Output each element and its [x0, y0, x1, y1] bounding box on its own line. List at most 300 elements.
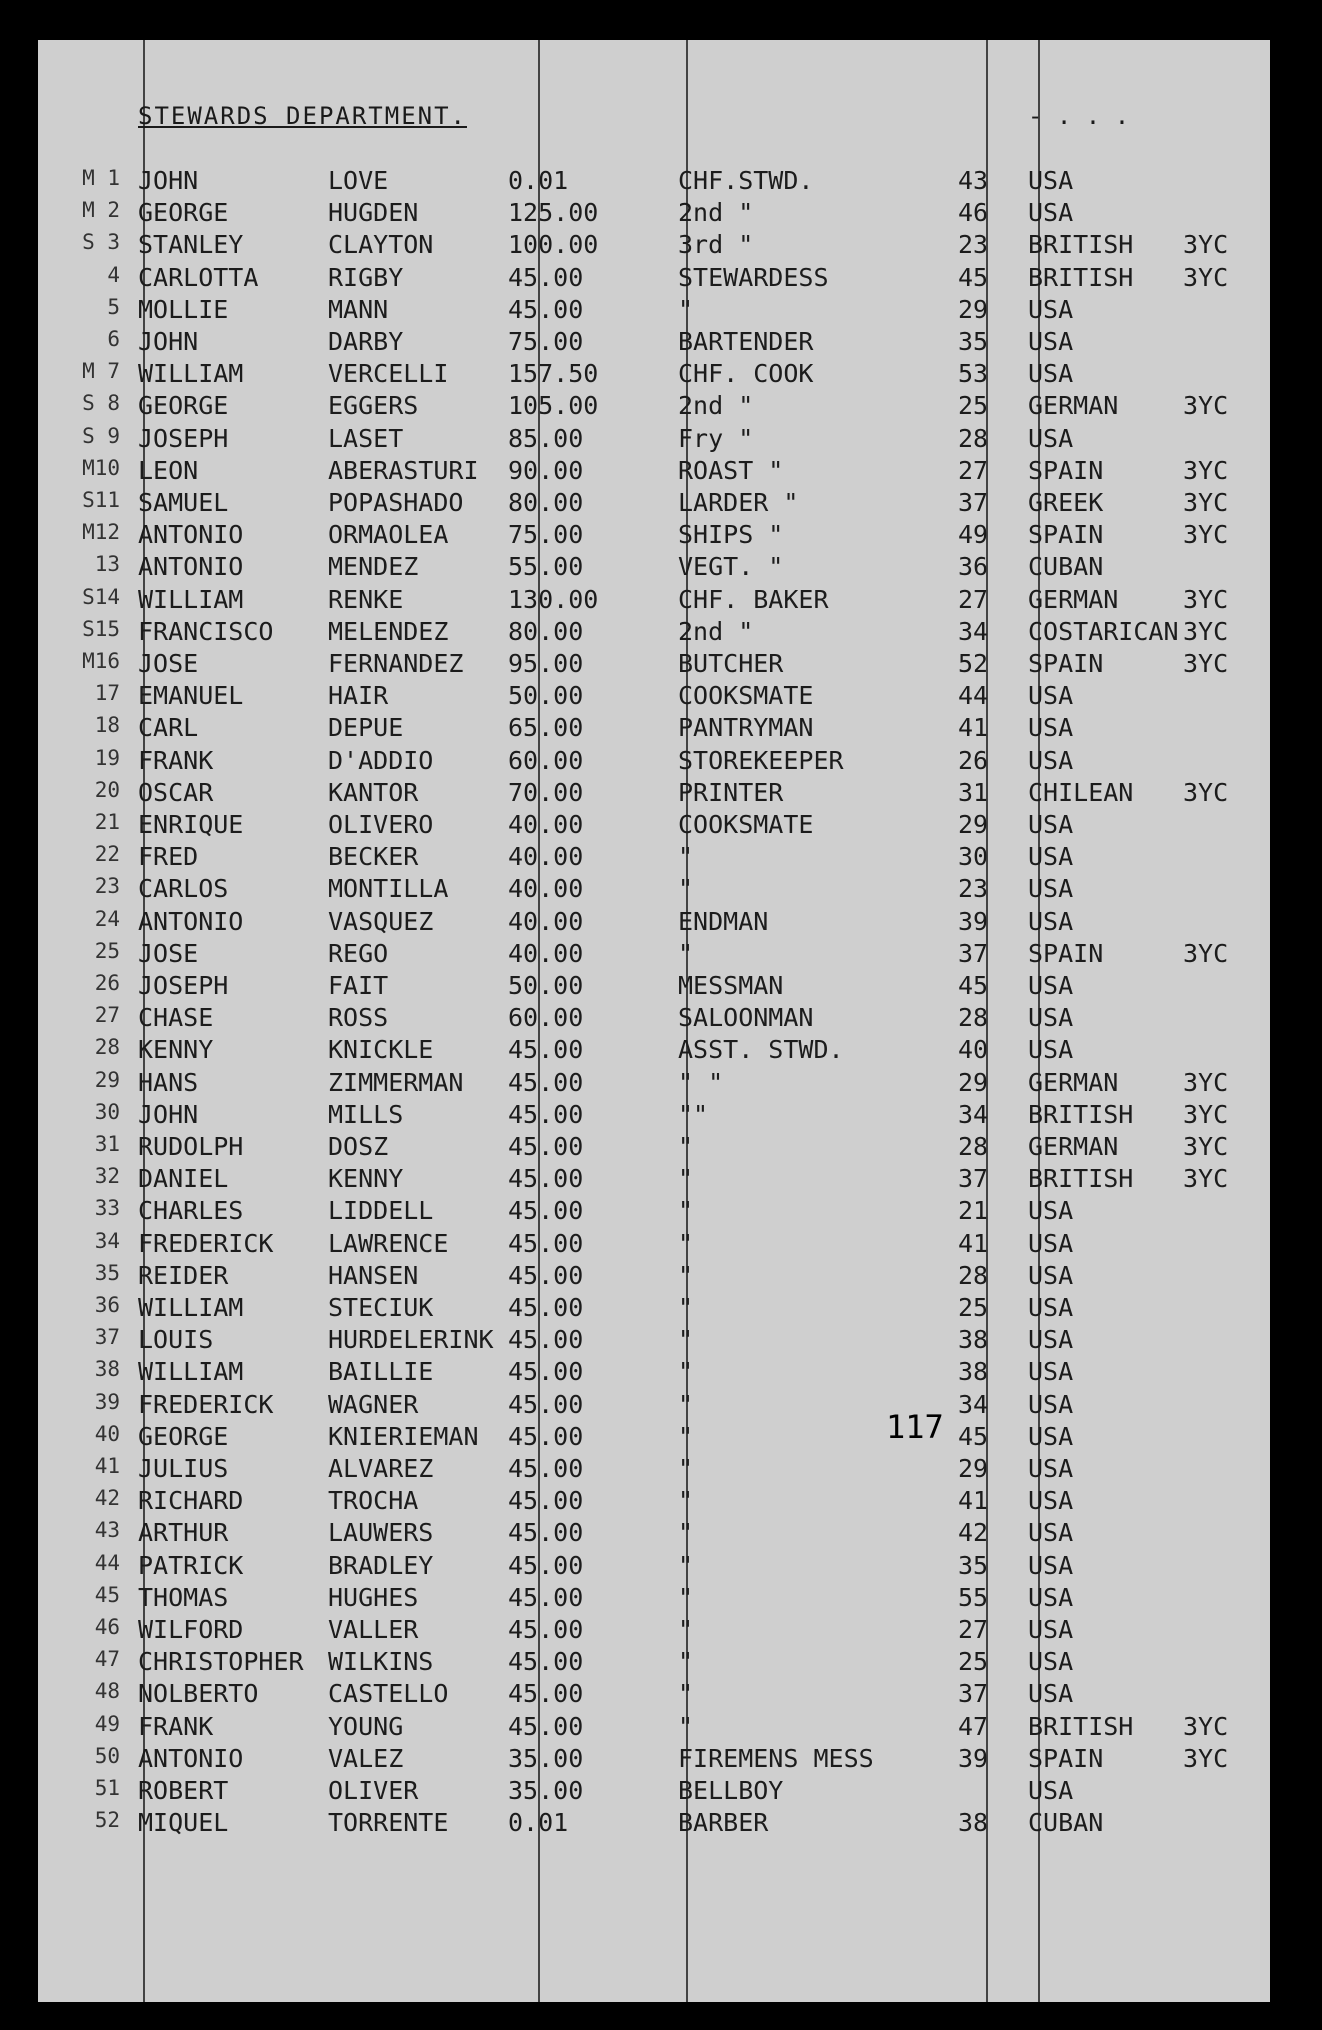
- last-name: D'ADDIO: [328, 745, 434, 775]
- document-page: [38, 40, 1270, 2002]
- wage: 40.00: [508, 810, 584, 839]
- last-name: MANN: [328, 294, 389, 324]
- first-name: EMANUEL: [138, 681, 244, 711]
- nationality: USA: [1028, 294, 1074, 324]
- wage: 105.00: [508, 391, 599, 421]
- first-name: KENNY: [138, 1035, 214, 1065]
- rating: "": [678, 1099, 709, 1129]
- age: 37: [958, 1679, 989, 1709]
- crew-number: 34: [94, 1228, 120, 1253]
- crew-row: [38, 713, 1270, 744]
- rating: 2nd ": [678, 198, 754, 228]
- age: 46: [958, 198, 989, 228]
- wage: 45.00: [508, 1067, 584, 1097]
- rating: ROAST ": [678, 455, 784, 485]
- crew-row: [38, 810, 1270, 841]
- last-name: WAGNER: [328, 1389, 419, 1419]
- last-name: ZIMMERMAN: [328, 1067, 464, 1097]
- rating: COOKSMATE: [678, 810, 814, 839]
- wage: 45.00: [508, 1293, 584, 1322]
- nationality: BRITISH: [1028, 1164, 1134, 1194]
- first-name: FRED: [138, 842, 199, 872]
- last-name: DARBY: [328, 327, 404, 356]
- last-name: ROSS: [328, 1003, 389, 1033]
- first-name: ARTHUR: [138, 1518, 229, 1548]
- wage: 45.00: [508, 262, 584, 292]
- crew-number: 23: [94, 874, 120, 899]
- nationality: USA: [1028, 874, 1074, 904]
- first-name: JOSEPH: [138, 423, 229, 453]
- rating: ": [678, 1679, 694, 1709]
- crew-row: [38, 520, 1270, 551]
- rating: BELLBOY: [678, 1776, 784, 1805]
- rating: ": [678, 1293, 694, 1322]
- last-name: LIDDELL: [328, 1196, 434, 1226]
- nationality: USA: [1028, 1454, 1074, 1483]
- age: 37: [958, 938, 989, 968]
- crew-number: 24: [94, 906, 120, 931]
- rating: BARBER: [678, 1808, 769, 1838]
- age: 28: [958, 1003, 989, 1033]
- crew-row: [38, 1551, 1270, 1582]
- age: 30: [958, 842, 989, 872]
- first-name: STANLEY: [138, 230, 244, 260]
- rating: ": [678, 842, 694, 872]
- crew-row: [38, 907, 1270, 938]
- first-name: HANS: [138, 1067, 199, 1097]
- nationality: USA: [1028, 1003, 1074, 1033]
- age: 29: [958, 810, 989, 839]
- wage: 45.00: [508, 1099, 584, 1129]
- nationality: USA: [1028, 681, 1074, 711]
- wage: 45.00: [508, 1711, 584, 1741]
- rating: SALOONMAN: [678, 1003, 814, 1033]
- nationality: CUBAN: [1028, 552, 1104, 582]
- age: 21: [958, 1196, 989, 1226]
- age: 29: [958, 294, 989, 324]
- status-code: 3YC: [1183, 584, 1229, 614]
- first-name: JOSEPH: [138, 971, 229, 1000]
- status-code: 3YC: [1183, 1164, 1229, 1194]
- wage: 85.00: [508, 423, 584, 453]
- last-name: LOVE: [328, 166, 389, 195]
- age: 39: [958, 1743, 989, 1773]
- crew-row: [38, 424, 1270, 455]
- last-name: MELENDEZ: [328, 616, 449, 646]
- rating: STOREKEEPER: [678, 745, 844, 775]
- crew-row: [38, 552, 1270, 583]
- crew-number: 21: [94, 810, 120, 834]
- nationality: USA: [1028, 1035, 1074, 1065]
- rating: PRINTER: [678, 777, 784, 807]
- crew-number: 20: [94, 777, 120, 802]
- crew-row: [38, 1615, 1270, 1646]
- last-name: FAIT: [328, 971, 389, 1000]
- nationality: COSTARICAN: [1028, 616, 1179, 646]
- age: 23: [958, 874, 989, 904]
- wage: 45.00: [508, 1679, 584, 1709]
- age: 40: [958, 1035, 989, 1065]
- wage: 80.00: [508, 488, 584, 517]
- rating: ENDMAN: [678, 906, 769, 936]
- rating: ": [678, 1582, 694, 1612]
- rating: ": [678, 1325, 694, 1355]
- age: 34: [958, 616, 989, 646]
- crew-number: M 2: [82, 198, 120, 223]
- crew-row: [38, 681, 1270, 712]
- first-name: WILLIAM: [138, 359, 244, 389]
- rating: PANTRYMAN: [678, 713, 814, 743]
- first-name: CHASE: [138, 1003, 214, 1033]
- wage: 157.50: [508, 359, 599, 389]
- rating: STEWARDESS: [678, 262, 829, 292]
- crew-number: S 9: [82, 423, 120, 448]
- crew-row: [38, 295, 1270, 326]
- crew-row: [38, 456, 1270, 487]
- wage: 45.00: [508, 1132, 584, 1161]
- crew-number: S15: [82, 616, 120, 641]
- crew-row: [38, 1035, 1270, 1066]
- age: 38: [958, 1325, 989, 1355]
- crew-row: [38, 842, 1270, 873]
- nationality: USA: [1028, 1679, 1074, 1709]
- crew-number: 52: [94, 1808, 120, 1833]
- wage: 45.00: [508, 1164, 584, 1194]
- wage: 0.01: [508, 1808, 569, 1838]
- crew-row: [38, 778, 1270, 809]
- crew-row: [38, 874, 1270, 905]
- age: 39: [958, 906, 989, 936]
- crew-number: 17: [94, 681, 120, 706]
- age: 31: [958, 777, 989, 807]
- nationality: SPAIN: [1028, 520, 1104, 550]
- crew-row: [38, 1583, 1270, 1614]
- last-name: KNIERIEMAN: [328, 1421, 479, 1451]
- rating: ": [678, 938, 694, 968]
- status-code: 3YC: [1183, 777, 1229, 807]
- status-code: 3YC: [1183, 616, 1229, 646]
- last-name: BAILLIE: [328, 1357, 434, 1387]
- crew-row: [38, 1164, 1270, 1195]
- crew-row: [38, 1744, 1270, 1775]
- nationality: USA: [1028, 1486, 1074, 1516]
- last-name: RENKE: [328, 584, 404, 614]
- first-name: JULIUS: [138, 1454, 229, 1483]
- first-name: REIDER: [138, 1260, 229, 1290]
- first-name: CARL: [138, 713, 199, 743]
- last-name: DEPUE: [328, 713, 404, 743]
- first-name: CARLOS: [138, 874, 229, 904]
- nationality: USA: [1028, 423, 1074, 453]
- crew-row: [38, 1068, 1270, 1099]
- crew-row: [38, 1196, 1270, 1227]
- last-name: EGGERS: [328, 391, 419, 421]
- crew-number: M10: [82, 455, 120, 480]
- last-name: OLIVERO: [328, 810, 434, 839]
- nationality: BRITISH: [1028, 230, 1134, 260]
- age: 38: [958, 1357, 989, 1387]
- crew-number: M16: [82, 649, 120, 673]
- first-name: NOLBERTO: [138, 1679, 259, 1709]
- crew-row: [38, 1132, 1270, 1163]
- last-name: TORRENTE: [328, 1808, 449, 1838]
- nationality: USA: [1028, 1389, 1074, 1419]
- last-name: LAUWERS: [328, 1518, 434, 1548]
- wage: 45.00: [508, 1357, 584, 1387]
- status-code: 3YC: [1183, 1067, 1229, 1097]
- crew-number: 38: [94, 1357, 120, 1382]
- last-name: TROCHA: [328, 1486, 419, 1516]
- age: 27: [958, 455, 989, 485]
- first-name: FREDERICK: [138, 1389, 274, 1419]
- crew-row: [38, 939, 1270, 970]
- age: 53: [958, 359, 989, 389]
- wage: 45.00: [508, 1228, 584, 1258]
- last-name: MILLS: [328, 1099, 404, 1129]
- crew-row: [38, 1518, 1270, 1549]
- crew-number: 28: [94, 1035, 120, 1060]
- status-code: 3YC: [1183, 1711, 1229, 1741]
- last-name: FERNANDEZ: [328, 649, 464, 678]
- rating: Fry ": [678, 423, 754, 453]
- rating: VEGT. ": [678, 552, 784, 582]
- first-name: ENRIQUE: [138, 810, 244, 839]
- rating: BUTCHER: [678, 649, 784, 678]
- crew-row: [38, 1325, 1270, 1356]
- rating: ": [678, 1550, 694, 1580]
- nationality: USA: [1028, 198, 1074, 228]
- last-name: LAWRENCE: [328, 1228, 449, 1258]
- crew-number: 4: [107, 262, 120, 287]
- crew-row: [38, 488, 1270, 519]
- crew-number: S14: [82, 584, 120, 609]
- first-name: CHARLES: [138, 1196, 244, 1226]
- wage: 60.00: [508, 1003, 584, 1033]
- crew-row: [38, 585, 1270, 616]
- last-name: VALLER: [328, 1615, 419, 1644]
- wage: 45.00: [508, 1582, 584, 1612]
- rating: 3rd ": [678, 230, 754, 260]
- last-name: ALVAREZ: [328, 1454, 434, 1483]
- crew-number: 36: [94, 1293, 120, 1317]
- last-name: VASQUEZ: [328, 906, 434, 936]
- rating: ": [678, 1647, 694, 1677]
- nationality: USA: [1028, 1260, 1074, 1290]
- wage: 45.00: [508, 1260, 584, 1290]
- age: 25: [958, 1293, 989, 1322]
- first-name: GEORGE: [138, 198, 229, 228]
- wage: 45.00: [508, 1389, 584, 1419]
- crew-row: [38, 1454, 1270, 1485]
- crew-row: [38, 359, 1270, 390]
- age: 52: [958, 649, 989, 678]
- first-name: ANTONIO: [138, 1743, 244, 1773]
- rating: 2nd ": [678, 616, 754, 646]
- wage: 45.00: [508, 1550, 584, 1580]
- wage: 35.00: [508, 1743, 584, 1773]
- status-code: 3YC: [1183, 1099, 1229, 1129]
- rating: ": [678, 1518, 694, 1548]
- rating: ": [678, 1421, 694, 1451]
- nationality: SPAIN: [1028, 649, 1104, 678]
- wage: 55.00: [508, 552, 584, 582]
- last-name: HUGHES: [328, 1582, 419, 1612]
- crew-row: [38, 1712, 1270, 1743]
- age: 28: [958, 1132, 989, 1161]
- nationality: USA: [1028, 1615, 1074, 1644]
- nationality: USA: [1028, 745, 1074, 775]
- rating: ": [678, 1454, 694, 1483]
- age: 47: [958, 1711, 989, 1741]
- first-name: FRANCISCO: [138, 616, 274, 646]
- wage: 130.00: [508, 584, 599, 614]
- first-name: OSCAR: [138, 777, 214, 807]
- last-name: BECKER: [328, 842, 419, 872]
- wage: 45.00: [508, 1421, 584, 1451]
- crew-number: 45: [94, 1582, 120, 1607]
- rating: ": [678, 1357, 694, 1387]
- crew-row: [38, 746, 1270, 777]
- age: 41: [958, 1486, 989, 1516]
- first-name: MOLLIE: [138, 294, 229, 324]
- rating: ": [678, 1196, 694, 1226]
- crew-row: [38, 1229, 1270, 1260]
- age: 28: [958, 423, 989, 453]
- age: 29: [958, 1454, 989, 1483]
- nationality: USA: [1028, 906, 1074, 936]
- nationality: SPAIN: [1028, 938, 1104, 968]
- crew-row: [38, 1808, 1270, 1839]
- nationality: USA: [1028, 1550, 1074, 1580]
- nationality: BRITISH: [1028, 1711, 1134, 1741]
- nationality: USA: [1028, 971, 1074, 1000]
- nationality: GERMAN: [1028, 1067, 1119, 1097]
- wage: 75.00: [508, 327, 584, 356]
- age: 28: [958, 1260, 989, 1290]
- first-name: ANTONIO: [138, 906, 244, 936]
- crew-number: 25: [94, 938, 120, 963]
- rating: MESSMAN: [678, 971, 784, 1000]
- crew-number: 33: [94, 1196, 120, 1221]
- crew-row: [38, 1293, 1270, 1324]
- nationality: USA: [1028, 1647, 1074, 1677]
- age: 26: [958, 745, 989, 775]
- crew-number: 35: [94, 1260, 120, 1285]
- crew-number: 26: [94, 971, 120, 995]
- nationality: USA: [1028, 327, 1074, 356]
- nationality: USA: [1028, 359, 1074, 389]
- first-name: RUDOLPH: [138, 1132, 244, 1161]
- nationality: USA: [1028, 1325, 1074, 1355]
- crew-number: 40: [94, 1421, 120, 1446]
- rating: ": [678, 294, 694, 324]
- crew-number: M 7: [82, 359, 120, 384]
- first-name: SAMUEL: [138, 488, 229, 517]
- crew-number: 39: [94, 1389, 120, 1414]
- last-name: HUGDEN: [328, 198, 419, 228]
- age: 41: [958, 713, 989, 743]
- crew-row: [38, 198, 1270, 229]
- crew-number: 37: [94, 1325, 120, 1350]
- wage: 45.00: [508, 1615, 584, 1644]
- age: 44: [958, 681, 989, 711]
- nationality: USA: [1028, 1293, 1074, 1322]
- crew-row: [38, 649, 1270, 680]
- first-name: GEORGE: [138, 1421, 229, 1451]
- rating: " ": [678, 1067, 724, 1097]
- nationality: USA: [1028, 842, 1074, 872]
- first-name: WILLIAM: [138, 1293, 244, 1322]
- rating: BARTENDER: [678, 327, 814, 356]
- crew-number: S 3: [82, 230, 120, 255]
- wage: 40.00: [508, 938, 584, 968]
- wage: 65.00: [508, 713, 584, 743]
- crew-number: 31: [94, 1132, 120, 1156]
- wage: 0.01: [508, 166, 569, 195]
- last-name: REGO: [328, 938, 389, 968]
- crew-row: [38, 391, 1270, 422]
- wage: 90.00: [508, 455, 584, 485]
- rating: ": [678, 1132, 694, 1161]
- crew-number: 6: [107, 327, 120, 351]
- nationality: CHILEAN: [1028, 777, 1134, 807]
- age: 49: [958, 520, 989, 550]
- nationality: CUBAN: [1028, 1808, 1104, 1838]
- last-name: POPASHADO: [328, 488, 464, 517]
- last-name: YOUNG: [328, 1711, 404, 1741]
- nationality: USA: [1028, 1776, 1074, 1805]
- wage: 45.00: [508, 1454, 584, 1483]
- last-name: DOSZ: [328, 1132, 389, 1161]
- status-code: 3YC: [1183, 520, 1229, 550]
- crew-number: 50: [94, 1743, 120, 1768]
- nationality: USA: [1028, 1196, 1074, 1226]
- status-code: 3YC: [1183, 1132, 1229, 1161]
- crew-number: 27: [94, 1003, 120, 1028]
- nationality: USA: [1028, 810, 1074, 839]
- rating: CHF. BAKER: [678, 584, 829, 614]
- first-name: JOHN: [138, 327, 199, 356]
- rating: ": [678, 1164, 694, 1194]
- crew-row: [38, 166, 1270, 197]
- crew-row: [38, 617, 1270, 648]
- rating: ": [678, 1486, 694, 1516]
- first-name: JOSE: [138, 649, 199, 678]
- age: 45: [958, 262, 989, 292]
- wage: 45.00: [508, 1325, 584, 1355]
- rating: ": [678, 1711, 694, 1741]
- crew-number: 43: [94, 1518, 120, 1543]
- rating: ": [678, 874, 694, 904]
- last-name: WILKINS: [328, 1647, 434, 1677]
- status-code: 3YC: [1183, 391, 1229, 421]
- last-name: HURDELERINK: [328, 1325, 494, 1355]
- wage: 45.00: [508, 1035, 584, 1065]
- crew-number: 41: [94, 1454, 120, 1478]
- first-name: WILLIAM: [138, 1357, 244, 1387]
- first-name: CARLOTTA: [138, 262, 259, 292]
- first-name: ANTONIO: [138, 552, 244, 582]
- rating: CHF. COOK: [678, 359, 814, 389]
- rating: ": [678, 1228, 694, 1258]
- nationality: USA: [1028, 1518, 1074, 1548]
- age: 23: [958, 230, 989, 260]
- wage: 125.00: [508, 198, 599, 228]
- age: 41: [958, 1228, 989, 1258]
- first-name: WILLIAM: [138, 584, 244, 614]
- age: 34: [958, 1389, 989, 1419]
- crew-row: [38, 1486, 1270, 1517]
